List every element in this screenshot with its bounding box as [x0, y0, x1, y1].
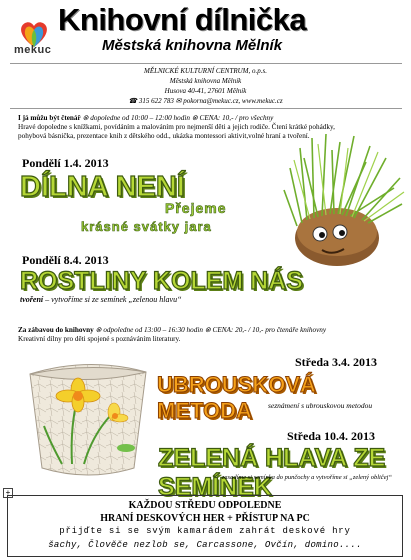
- divider: [10, 63, 402, 64]
- footer-line-1: KAŽDOU STŘEDU ODPOLEDNE: [128, 500, 282, 511]
- event4-title: ZELENÁ HLAVA ZE SEMÍNEK: [158, 444, 386, 501]
- footer-line-4: šachy, Člověče nezlob se, Carcassone, Ovčín, domino....: [48, 540, 362, 550]
- page-subtitle: Městská knihovna Mělník: [102, 37, 283, 54]
- event1-wish-2: krásné svátky jara: [81, 219, 212, 234]
- grass-head-illustration: [282, 128, 407, 268]
- event2-sub-rest: – vytvoříme si ze semínek „zelenou hlavu“: [43, 295, 182, 304]
- intro-desc-1: Hravé dopoledne s knížkami, povídáním a malováním pro nejmenší děti a jejich rodiče. Čtení krátké pohádky,: [18, 123, 335, 131]
- footer-line-2: HRANÍ DESKOVÝCH HER + PŘÍSTUP NA PC: [100, 513, 310, 524]
- event4-date: Středa 10.4. 2013: [287, 429, 375, 443]
- fun-lead: Za zábavou do knihovny: [18, 326, 94, 334]
- event2-title: ROSTLINY KOLEM NÁS: [20, 267, 303, 295]
- event2-subtitle: [20, 295, 182, 304]
- address-contact: ☎ 315 622 783 ✉ pokorna@mekuc.cz, www.mekuc.cz: [128, 97, 283, 105]
- event3-date: Středa 3.4. 2013: [295, 355, 377, 369]
- event4-caption: zasadíme si semínka do punčochy a vytvoříme si „zelený obličej“: [221, 474, 392, 481]
- event1-title: DÍLNA NENÍ: [20, 171, 185, 203]
- event3-caption: seznámení s ubrouskovou metodou: [268, 401, 373, 410]
- intro-details: ⊗ dopoledne od 10:00 – 12:00 hodin ⊗ CENA: 10,- / pro všechny: [80, 114, 274, 122]
- footer-line-3: přijďte si se svým kamarádem zahrát deskové hry: [59, 526, 351, 536]
- event3-title: UBROUSKOVÁ METODA: [157, 372, 316, 423]
- address-block: [0, 66, 411, 106]
- event2-sub-lead: tvoření: [20, 295, 44, 304]
- address-library: Městská knihovna Mělník: [169, 77, 242, 85]
- event2-date: Pondělí 8.4. 2013: [22, 253, 109, 267]
- logo-text: mekuc: [14, 44, 52, 56]
- table-anchor-icon[interactable]: +: [3, 488, 13, 498]
- address-street: Husova 40-41, 27601 Mělník: [164, 87, 247, 95]
- page-title: Knihovní dílnička: [58, 2, 307, 37]
- event1-date: Pondělí 1.4. 2013: [22, 156, 109, 170]
- fun-block: [18, 326, 403, 344]
- divider: [10, 108, 402, 109]
- fun-details: ⊗ odpoledne od 13:00 – 16:30 hodin ⊗ CENA: 20,- / 10,- pro čtenáře knihovny: [93, 326, 327, 334]
- footer-box: [7, 495, 403, 557]
- decoupage-pot-illustration: [22, 356, 154, 478]
- intro-lead: I já můžu být čtenář: [18, 114, 81, 122]
- event1-wish-1: Přejeme: [165, 200, 227, 216]
- intro-desc-2: pohybová básnička, prezentace knih z dětského odd., ukázka montessori aktivit,volné hraní a tvoření.: [18, 132, 310, 140]
- address-org: MĚLNICKÉ KULTURNÍ CENTRUM, o.p.s.: [144, 67, 267, 75]
- fun-desc: Kreativní dílny pro děti spojené s poznáváním literatury.: [18, 335, 181, 343]
